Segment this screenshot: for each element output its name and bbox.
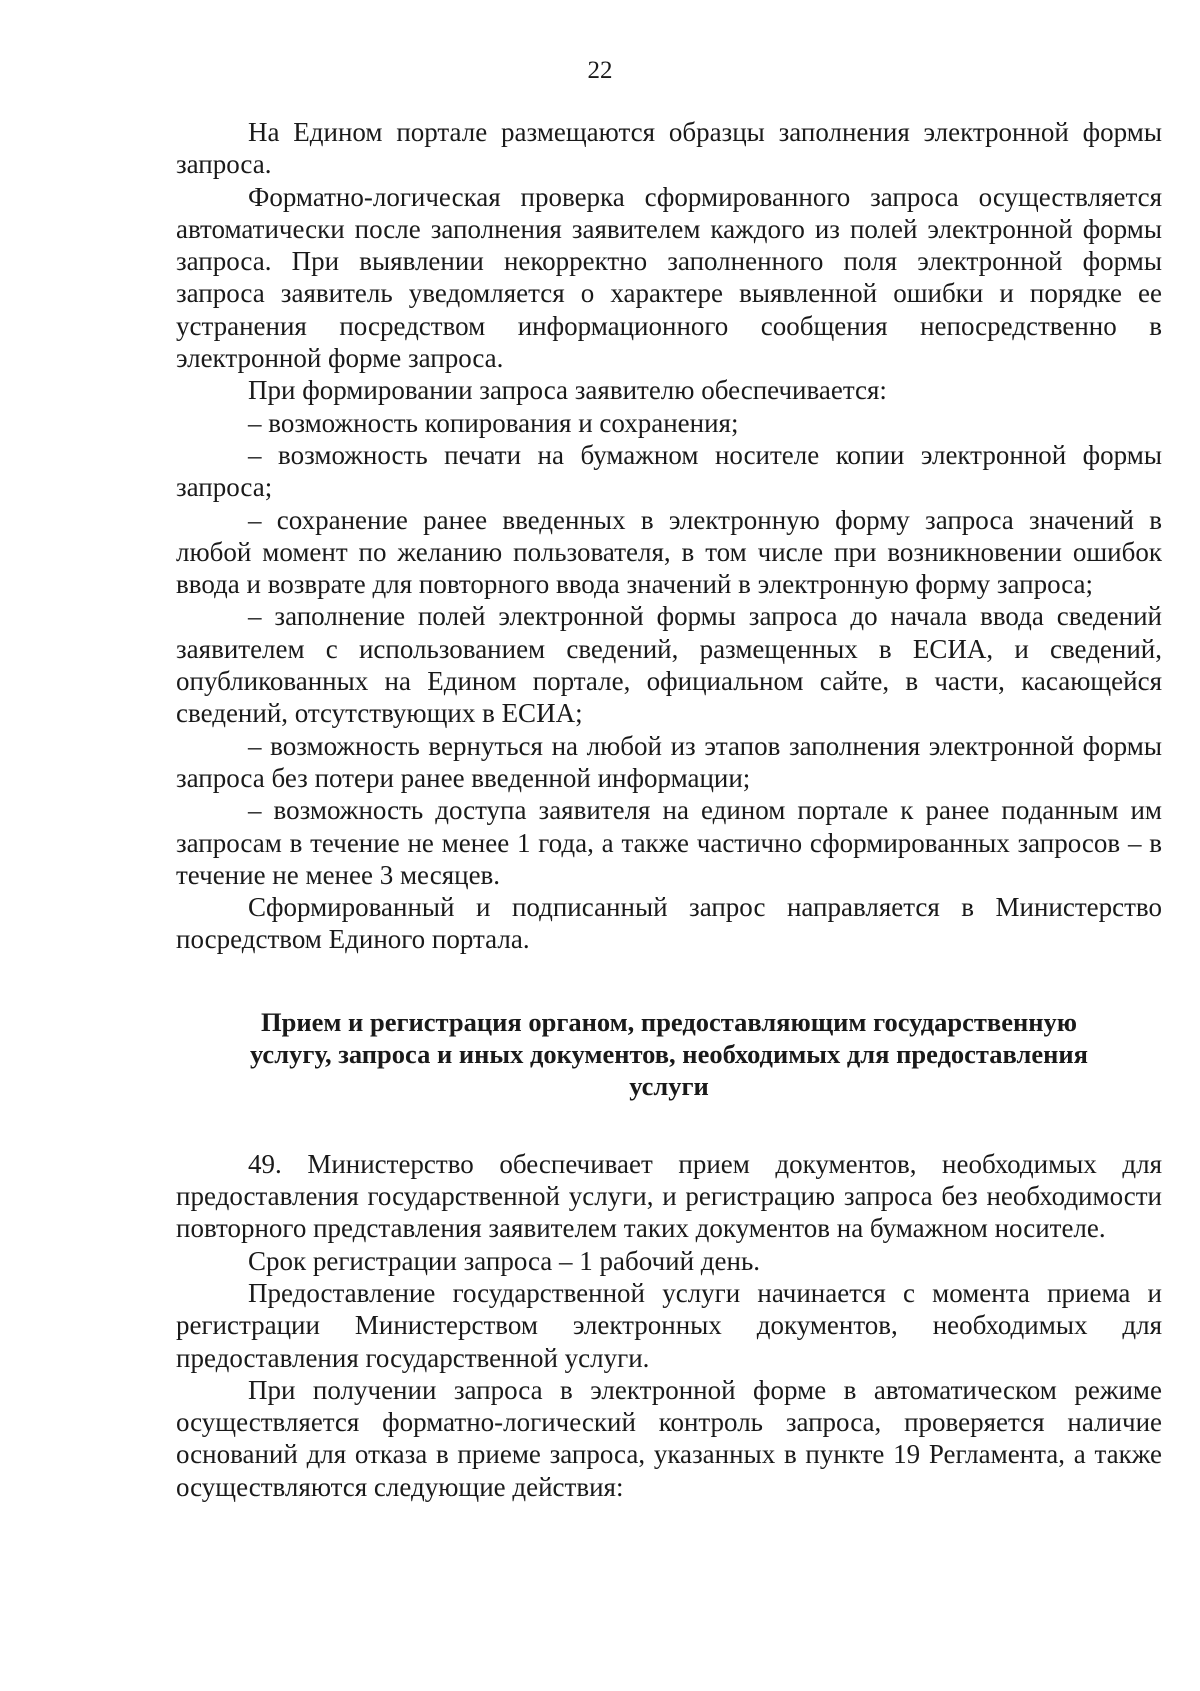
section-heading-line: Прием и регистрация органом, предоставляющим государственную <box>261 1006 1077 1037</box>
document-body <box>176 116 1162 1503</box>
list-item: – возможность вернуться на любой из этапов заполнения электронной формы запроса без потери ранее введенной информации; <box>176 730 1162 793</box>
paragraph: На Едином портале размещаются образцы заполнения электронной формы запроса. <box>176 117 1162 180</box>
paragraph: При получении запроса в электронной форме в автоматическом режиме осуществляется форматно-логический контроль запроса, проверяется наличие оснований для отказа в приеме запроса, указанных в пункте 19 Регламента, а также осуществляются следующие действия: <box>176 1374 1162 1502</box>
section-heading-line: услуги <box>629 1070 709 1101</box>
list-item: – возможность печати на бумажном носителе копии электронной формы запроса; <box>176 439 1162 503</box>
section-heading <box>176 1006 1162 1102</box>
paragraph: При формировании запроса заявителю обеспечивается: <box>248 375 887 406</box>
paragraph: Предоставление государственной услуги начинается с момента приема и регистрации Министерством электронных документов, необходимых для предоставления государственной услуги. <box>176 1277 1162 1373</box>
paragraph: 49. Министерство обеспечивает прием документов, необходимых для предоставления государственной услуги, и регистрацию запроса без необходимости повторного представления заявителем таких документов на бумажном носителе. <box>176 1148 1162 1244</box>
section-heading-line: услугу, запроса и иных документов, необходимых для предоставления <box>250 1038 1088 1069</box>
list-item: – возможность доступа заявителя на едином портале к ранее поданным им запросам в течение не менее 1 года, а также частично сформированных запросов – в течение не менее 3 месяцев. <box>176 795 1162 890</box>
list-item: – заполнение полей электронной формы запроса до начала ввода сведений заявителем с использованием сведений, размещенных в ЕСИА, и сведений, опубликованных на Едином портале, официальном сайте, в части, касающейся сведений, отсутствующих в ЕСИА; <box>176 601 1162 729</box>
paragraph: Форматно-логическая проверка сформированного запроса осуществляется автоматически после заполнения заявителем каждого из полей электронной формы запроса. При выявлении некорректно заполненного поля электронной формы запроса заявитель уведомляется о характере выявленной ошибки и порядке ее устранения посредством информационного сообщения непосредственно в электронной форме запроса. <box>176 181 1162 374</box>
list-item: – возможность копирования и сохранения; <box>248 407 739 438</box>
list-item: – сохранение ранее введенных в электронную форму запроса значений в любой момент по желанию пользователя, в том числе при возникновении ошибок ввода и возврате для повторного ввода значений в электронную форму запроса; <box>176 504 1162 600</box>
page-number: 22 <box>587 57 613 84</box>
paragraph: Срок регистрации запроса – 1 рабочий день. <box>248 1245 761 1276</box>
paragraph: Сформированный и подписанный запрос направляется в Министерство посредством Единого портала. <box>176 892 1162 955</box>
